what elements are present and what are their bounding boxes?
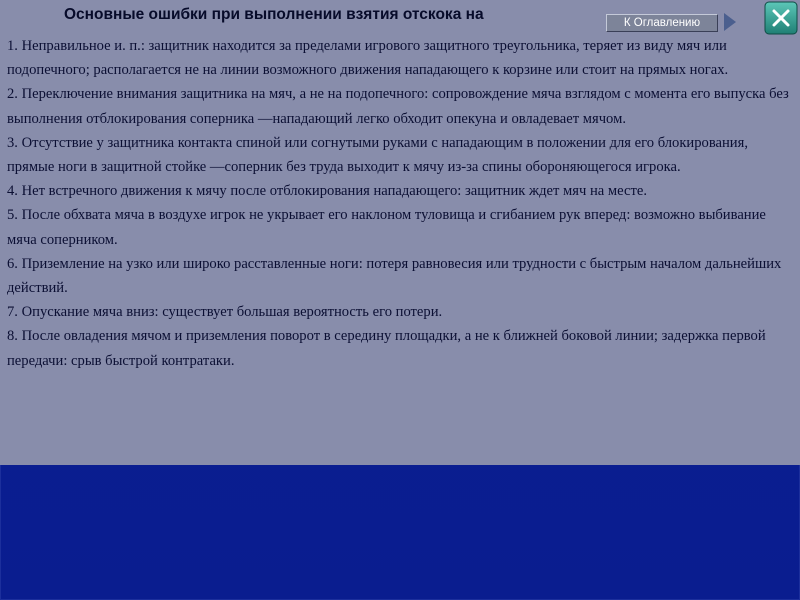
close-button[interactable] (764, 1, 798, 35)
error-text: Опускание мяча вниз: существует большая вероятность его потери. (21, 304, 443, 321)
error-item-3 (7, 131, 793, 179)
error-text: Неправильное и. п.: защитник находится за пределами игрового защитного треугольника, теряет из виду мяч или подопечного; располагается не на линии возможного движения нападающего к корзине или стоит на прямых ногах. (7, 38, 729, 79)
error-item-6 (7, 252, 793, 300)
error-item-1 (7, 34, 793, 82)
error-text: После обхвата мяча в воздухе игрок не укрывает его наклоном туловища и сгибанием рук вперед: возможно выбивание мяча соперником. (7, 207, 766, 248)
error-text: Переключение внимания защитника на мяч, а не на подопечного: сопровождение мяча взглядом с момента его выпуска без выполнения отблокирования соперника —нападающий легко обходит опекуна и овладевает мячом. (7, 86, 789, 127)
errors-list (7, 34, 793, 373)
error-number: 5. (7, 207, 18, 224)
error-text: После овладения мячом и приземления поворот в середину площадки, а не к ближней боковой линии; задержка первой передачи: срыв быстрой контратаки. (7, 328, 766, 369)
toc-button-prefix: К (623, 17, 631, 29)
error-item-5 (7, 203, 793, 251)
error-number: 4. (7, 183, 18, 200)
error-item-2 (7, 82, 793, 130)
error-item-7 (7, 300, 793, 324)
close-icon (764, 1, 798, 35)
table-of-contents-button[interactable] (606, 14, 718, 32)
error-text: Отсутствие у защитника контакта спиной или согнутыми руками с нападающим в положении для его блокирования, прямые ноги в защитной стойке —соперник без труда выходит к мячу из-за спины обороняющегося игрока. (7, 134, 748, 176)
error-number: 2. (7, 86, 18, 103)
toc-button-label: Оглавлению (633, 17, 701, 29)
toc-arrow-icon (724, 13, 736, 31)
error-number: 3. (7, 134, 18, 151)
error-text: Приземление на узко или широко расставленные ноги: потеря равновесия или трудности с быстрым началом дальнейших действий. (7, 255, 782, 297)
error-number: 1. (7, 38, 18, 54)
error-number: 8. (7, 328, 18, 345)
slide-title: Основные ошибки при выполнении взятия отскока на (64, 6, 484, 23)
error-number: 6. (7, 255, 18, 272)
error-item-4 (7, 179, 793, 203)
error-number: 7. (7, 304, 18, 321)
error-item-8 (7, 324, 793, 372)
error-text: Нет встречного движения к мячу после отблокирования нападающего: защитник ждет мяч на месте. (21, 183, 647, 200)
